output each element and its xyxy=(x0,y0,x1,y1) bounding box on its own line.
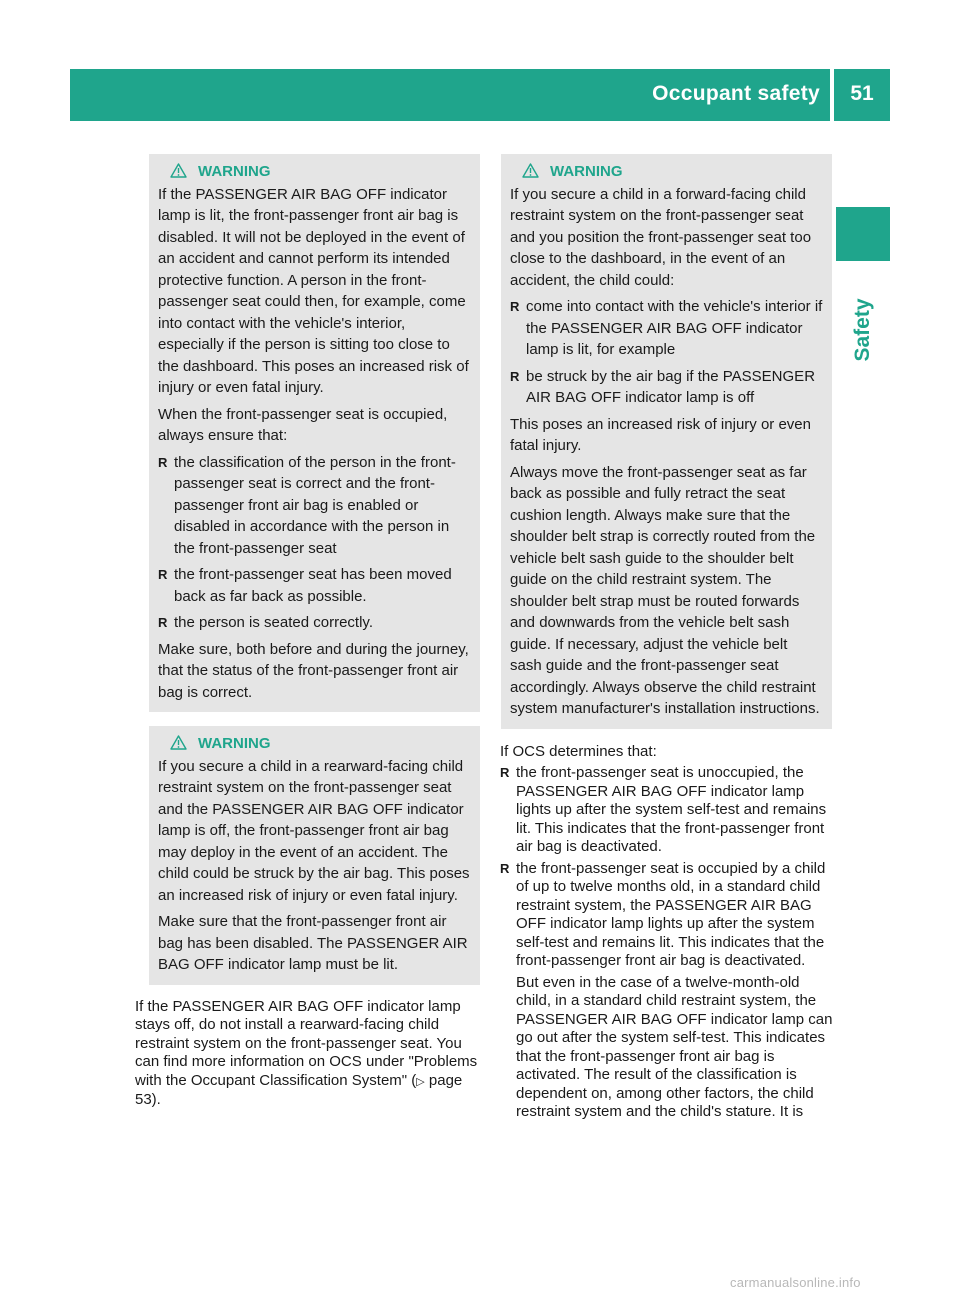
warning-paragraph: Make sure that the front-passenger front air bag has been disabled. The PASSENGER AIR BAG OFF indicator lamp must be lit. xyxy=(158,913,468,973)
section-title: Occupant safety xyxy=(652,82,820,105)
page-arrow-icon: ▷ xyxy=(416,1075,425,1088)
page-number: 51 xyxy=(850,82,874,105)
body-text: If the PASSENGER AIR BAG OFF indicator lamp stays off, do not install a rearward-facing child restraint system on the front-passenger seat. You can find more information on OCS under "Problems with the Occupant Classification System" ( xyxy=(135,997,478,1089)
chapter-tab-label: Safety xyxy=(851,298,874,362)
bullet-item: R the front-passenger seat is occupied by a child of up to twelve months old, in a standard child restraint system, the PASSENGER AIR BAG OFF indicator lamp lights up after the system self-test and remains lit. This indicates that the front-passenger front air bag is deactivated. xyxy=(500,860,834,971)
bullet-item: R the person is seated correctly. xyxy=(158,612,471,634)
left-column xyxy=(135,154,480,1110)
warning-paragraph: When the front-passenger seat is occupied, always ensure that: xyxy=(158,405,448,444)
warning-heading-text: WARNING xyxy=(550,163,623,180)
warning-box-2 xyxy=(149,726,480,985)
body-paragraph xyxy=(135,998,483,1110)
warning-triangle-icon xyxy=(170,735,187,750)
warning-heading-text: WARNING xyxy=(198,735,271,752)
right-column xyxy=(501,154,832,1122)
warning-paragraph: Make sure, both before and during the journey, that the status of the front-passenger front air bag is correct. xyxy=(158,640,469,701)
warning-paragraph: If you secure a child in a rearward-facing child restraint system on the front-passenger seat and the PASSENGER AIR BAG OFF indicator lamp is off, the front-passenger front air bag may deploy in the event of an accident. The child could be struck by the air bag. This poses an increased risk of injury or even fatal injury. xyxy=(158,757,470,904)
ocs-intro: If OCS determines that: xyxy=(500,742,657,760)
bullet-item: R the front-passenger seat has been moved back as far back as possible. xyxy=(158,564,471,607)
warning-paragraph: This poses an increased risk of injury or even fatal injury. xyxy=(510,415,811,454)
watermark-text: carmanualsonline.info xyxy=(730,1275,861,1290)
chapter-tab-marker xyxy=(836,207,890,261)
warning-paragraph: Always move the front-passenger seat as far back as possible and fully retract the seat cushion length. Always make sure that the shoulder belt strap is correctly routed from the vehicle belt sash guide to the shoulder belt guide on the child restraint system. The shoulder belt strap must be routed forwards and downwards from the vehicle belt sash guide. If necessary, adjust the vehicle belt sash guide and the front-passenger seat accordingly. Always observe the child restraint system manufacturer's installation instructions. xyxy=(510,463,820,717)
warning-paragraph: If you secure a child in a forward-facing child restraint system on the front-passenger seat and you position the front-passenger seat too close to the dashboard, in the event of an accident, the child could: xyxy=(510,185,812,289)
ocs-section xyxy=(500,743,834,1122)
page-header xyxy=(70,69,890,121)
warning-heading xyxy=(510,161,823,183)
bullet-item: R come into contact with the vehicle's interior if the PASSENGER AIR BAG OFF indicator lamp is lit, for example xyxy=(510,296,823,361)
warning-heading xyxy=(158,161,471,183)
ocs-continuation: But even in the case of a twelve-month-old child, in a standard child restraint system, the PASSENGER AIR BAG OFF indicator lamp can go out after the system self-test. This indicates that the front-passenger front air bag is activated. The result of the classification is dependent on, among other factors, the child restraint system and the child's stature. It is xyxy=(516,973,833,1120)
warning-triangle-icon xyxy=(522,163,539,178)
warning-triangle-icon xyxy=(170,163,187,178)
warning-box-3 xyxy=(501,154,832,729)
bullet-item: R the classification of the person in the front-passenger seat is correct and the front-passenger front air bag is enabled or disabled in accordance with the person in the front-passenger seat xyxy=(158,452,471,560)
bullet-item: R the front-passenger seat is unoccupied, the PASSENGER AIR BAG OFF indicator lamp lights up after the system self-test and remains lit. This indicates that the front-passenger front air bag is deactivated. xyxy=(500,764,834,857)
warning-heading xyxy=(158,733,471,755)
page-reference-link[interactable]: page 53). xyxy=(135,1071,463,1108)
warning-heading-text: WARNING xyxy=(198,163,271,180)
warning-box-1 xyxy=(149,154,480,712)
warning-paragraph: If the PASSENGER AIR BAG OFF indicator lamp is lit, the front-passenger front air bag is disabled. It will not be deployed in the event of an accident and cannot perform its intended protective function. A person in the front-passenger seat could then, for example, come into contact with the vehicle's interior, especially if the person is sitting too close to the dashboard. This poses an increased risk of injury or even fatal injury. xyxy=(158,185,469,396)
bullet-item: R be struck by the air bag if the PASSENGER AIR BAG OFF indicator lamp is off xyxy=(510,366,823,409)
